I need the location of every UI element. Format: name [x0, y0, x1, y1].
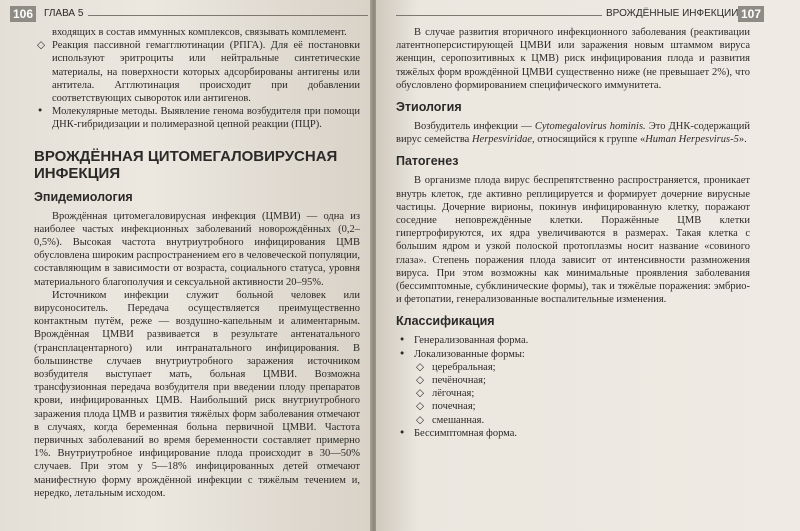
list-item-text: Реакция пассивной гемагглютинации (РПГА). Для её постановки используют эритроциты или нейтральные синтетические материалы, на поверхности которых адсорбированы антигены или антитела. Агглютинация происходит при добавлении соответствующих сывороток или антигенов.: [52, 40, 360, 105]
list-item: [34, 39, 360, 105]
running-header-left: [0, 6, 372, 23]
classification-item-text: Бессимптомная форма.: [414, 427, 518, 439]
text-run: относящийся к группе «: [534, 134, 646, 146]
running-header-right: [376, 6, 800, 23]
diamond-bullet-icon: ◇: [416, 413, 425, 426]
right-column: [396, 26, 750, 440]
diamond-bullet-icon: ◇: [416, 400, 425, 413]
bullet-icon: •: [399, 426, 406, 439]
page-number-right: 107: [738, 6, 764, 22]
classification-item-text: Генерализованная форма.: [414, 335, 529, 347]
classification-item-text: лёгочная;: [432, 388, 475, 400]
group-name: Human Herpesvirus-5: [645, 134, 739, 146]
paragraph: Источником инфекции служит больной человек или вирусоноситель. Передача осуществляется преимущественно контактным путём, реже — воздушно-капельным и алиментарным. Врождённая ЦМВИ развивается в результате антенатального (трансплацентарного) или интранатального инфицирования. В большинстве случаев внутриутробного заражения источником возбудителя выступает мать, больная ЦМВИ. Возможна трансфузионная передача возбудителя при введении плоду препаратов крови, инфицированных ЦМВ. Наибольший риск внутриутробного заражения плода ЦМВ и развития тяжёлых форм заболевания отмечают в случаях, когда беременная больна первичной ЦМВИ. Частота первичных заболеваний во время беременности составляет примерно 1%. Внутриутробное инфицирование плода происходит в 30—50% случаев. При этом у 5—18% инфицированных детей отмечают манифестную форму врождённой инфекции с тяжёлым течением и, нередко, летальным исходом.: [34, 289, 360, 499]
classification-item-text: почечная;: [432, 401, 476, 413]
paragraph: В организме плода вирус беспрепятственно распространяется, проникает внутрь клеток, где активно реплицируется и формирует дочерние вирусные частицы. Дочерние вирионы, покинув инфицированную клетку, поражают соседние неповреждённые клетки. Поражённые ЦМВ клетки гипертрофируются, их ядра увеличиваются в размерах. Такая клетка с большим ядром и узкой полоской протоплазмы носит название «совиного глаза». Степень поражения плода зависит от интенсивности размножения вируса. При этом возможны как минимальные проявления заболевания (бессимптомные, субклинические формы), так и тяжёлые поражения: эмбрио- и фетопатии, генерализованные воспалительные изменения.: [396, 175, 750, 306]
family-name: Herpesviridae,: [471, 134, 535, 146]
left-column: [34, 26, 360, 500]
text-run: ».: [738, 134, 747, 146]
classification-item-text: печёночная;: [432, 375, 486, 387]
subheading-epidemiology: Эпидемиология: [34, 189, 133, 204]
text-run: Возбудитель инфекции —: [414, 121, 535, 133]
section-label: ВРОЖДЁННЫЕ ИНФЕКЦИИ: [606, 8, 739, 19]
list-item: [34, 105, 360, 131]
subheading-pathogenesis: Патогенез: [396, 154, 459, 169]
diamond-bullet-icon: ◇: [37, 39, 46, 52]
subheading-classification: Классификация: [396, 314, 495, 329]
species-name: Cytomegalovirus hominis.: [534, 121, 646, 133]
classification-item: [396, 400, 750, 413]
classification-item: [396, 427, 750, 440]
diamond-bullet-icon: ◇: [416, 387, 425, 400]
subheading-etiology: Этиология: [396, 100, 462, 115]
etiology-paragraph: [396, 120, 750, 146]
left-page: [0, 0, 372, 531]
classification-item: [396, 334, 750, 347]
classification-item-text: церебральная;: [432, 361, 496, 373]
text-run: Это ДНК-содержащий вирус семейства: [396, 121, 750, 146]
classification-item: [396, 361, 750, 374]
header-rule: [396, 15, 602, 16]
classification-list: [396, 334, 750, 440]
page-number-left: 106: [10, 6, 36, 22]
list-item-text: Молекулярные методы. Выявление генома возбудителя при помощи ДНК-гибридизации и полимеразной цепной реакции (ПЦР).: [52, 106, 360, 131]
classification-item: [396, 387, 750, 400]
chapter-label: ГЛАВА 5: [44, 8, 84, 19]
classification-item: [396, 348, 750, 361]
diamond-bullet-icon: ◇: [416, 360, 425, 373]
classification-item-text: смешанная.: [432, 414, 485, 426]
bullet-icon: •: [399, 334, 406, 347]
bullet-icon: •: [399, 347, 406, 360]
continued-text: входящих в состав иммунных комплексов, связывать комплемент.: [52, 27, 347, 38]
classification-item-text: Локализованные формы:: [414, 348, 525, 360]
classification-item: [396, 414, 750, 427]
paragraph: В случае развития вторичного инфекционного заболевания (реактивации латентноперсистирующей ЦМВИ или заражения новым штаммом вируса женщин, серопозитивных к ЦМВ) риск инфицирования плода и развития тяжёлых форм врождённой ЦМВИ существенно ниже (не превышает 2%), что обусловлено формированием специфического иммунитета.: [396, 27, 750, 91]
classification-item: [396, 374, 750, 387]
section-heading: ВРОЖДЁННАЯ ЦИТОМЕГАЛОВИРУСНАЯ ИНФЕКЦИЯ: [34, 147, 338, 182]
right-page: [376, 0, 800, 531]
bullet-icon: •: [37, 105, 44, 118]
diamond-bullet-icon: ◇: [416, 374, 425, 387]
header-rule: [88, 15, 368, 16]
paragraph: Врождённая цитомегаловирусная инфекция (ЦМВИ) — одна из наиболее частых инфекционных заболеваний новорождённых (0,2–0,5%). Высокая частота внутриутробного инфицирования ЦМВ обусловлена широким распространением его в человеческой популяции, составляющим в зависимости от возраста, социального статуса, уровня материального благополучия и сексуальной активности 20–95%.: [34, 210, 360, 288]
